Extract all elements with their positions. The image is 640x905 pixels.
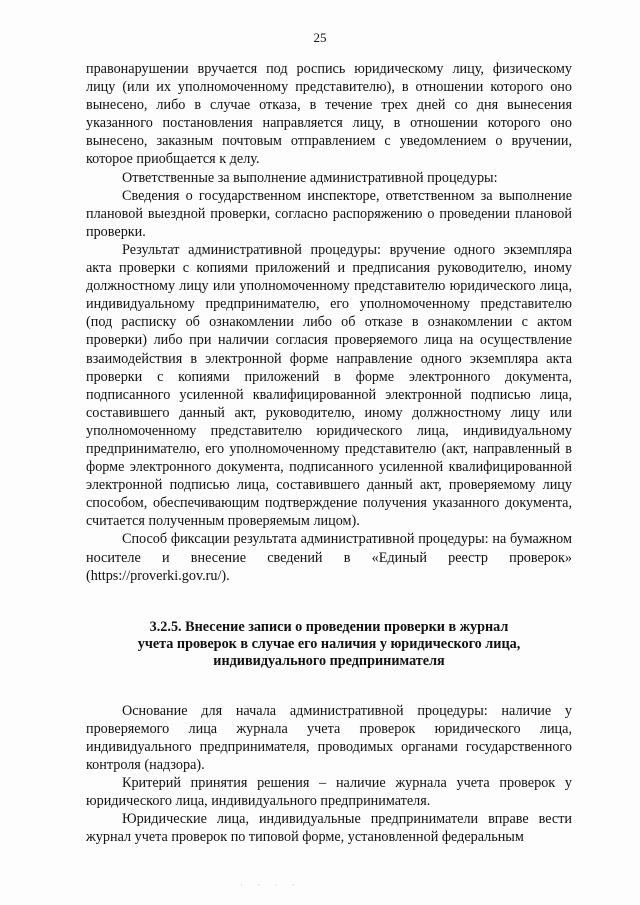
document-body: [86, 60, 572, 846]
section-heading-line-1: 3.2.5. Внесение записи о проведении проверки в журнал: [149, 618, 509, 635]
paragraph-responsible: Ответственные за выполнение административной процедуры:: [122, 169, 498, 186]
scan-artifact: · · · ·: [240, 880, 301, 890]
paragraph-basis: Основание для начала административной процедуры: наличие у проверяемого лица журнала учета проверок юридического лица, индивидуального предпринимателя, проводимых органами государственного контроля (надзора).: [86, 702, 572, 773]
page-number: 25: [313, 30, 327, 45]
paragraph-inspector-info: Сведения о государственном инспекторе, ответственном за выполнение плановой выездной проверки, согласно распоряжению о проведении плановой проверки.: [86, 187, 572, 240]
section-heading-line-3: индивидуального предпринимателя: [213, 652, 445, 669]
paragraph-journal-form: Юридические лица, индивидуальные предприниматели вправе вести журнал учета проверок по типовой форме, установленной федеральным: [86, 811, 572, 846]
paragraph-fixation-method: Способ фиксации результата административной процедуры: на бумажном носителе и внесение сведений в «Единый реестр проверок» (https://proverki.gov.ru/).: [86, 531, 572, 584]
section-heading-line-2: учета проверок в случае его наличия у юридического лица,: [137, 635, 521, 652]
paragraph-result: Результат административной процедуры: вручение одного экземпляра акта проверки с копиями приложений и предписания руководителю, иному должностному лицу или уполномоченному представителю юридического лица, индивидуальному предпринимателю, его уполномоченному представителю (под расписку об ознакомлении либо об отказе в ознакомлении с актом проверки) либо при наличии согласия проверяемого лица на осуществление взаимодействия в электронной форме направление одного экземпляра акта проверки с копиями приложений в форме электронного документа, подписанного усиленной квалифицированной электронной подписью лица, составившего данный акт, руководителю, иному должностному лицу или уполномоченному представителю юридического лица, индивидуальному предпринимателю, его уполномоченному представителю (акт, направленный в форме электронного документа, подписанного усиленной квалифицированной электронной подписью лица, составившего данный акт, проверяемому лицу способом, обеспечивающим подтверждение получения указанного документа, считается полученным проверяемым лицом).: [86, 241, 572, 530]
section-heading: [86, 619, 572, 670]
paragraph-decision-criterion: Критерий принятия решения – наличие журнала учета проверок у юридического лица, индивидуального предпринимателя.: [86, 775, 572, 810]
paragraph-continuation: правонарушении вручается под роспись юридическому лицу, физическому лицу (или их уполномоченному представителю), в отношении которого оно вынесено, либо в случае отказа, в течение трех дней со дня вынесения указанного постановления направляется лицу, в отношении которого оно вынесено, заказным почтовым отправлением с уведомлением о вручении, которое приобщается к делу.: [86, 61, 572, 168]
